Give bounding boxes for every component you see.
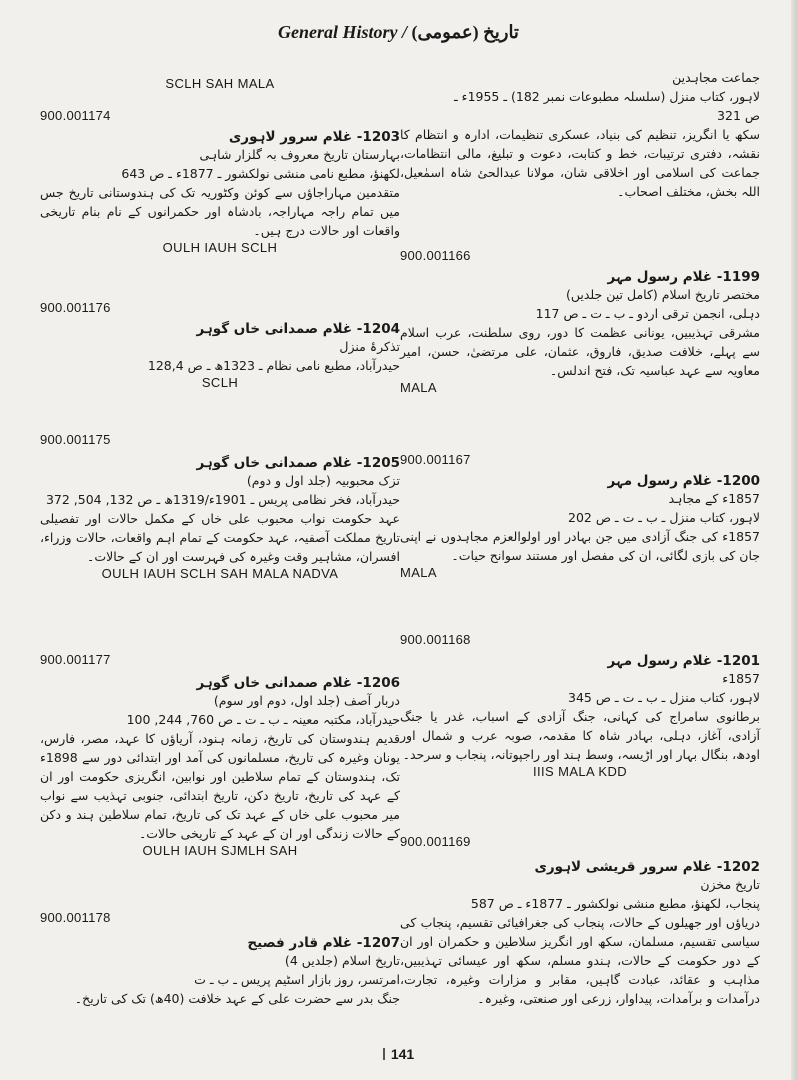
entry-code: 900.001168 [400, 632, 471, 647]
entry-title: 1199- غلام رسول مہر [607, 269, 760, 285]
entry-imprint: لاہور، کتاب منزل ـ ب ـ ت ـ ص 202 [568, 510, 760, 525]
entry-description: جنگ بدر سے حضرت علی کے عہد خلافت (40ھ) تک کی تاریخ۔ [74, 991, 400, 1006]
catalog-entry [400, 834, 760, 1008]
entry-author: غلام رسول مہر [607, 653, 713, 669]
entry-number: 1204 [362, 321, 400, 337]
entry-book-title: تاریخ اسلام (جلدیں 4) [284, 953, 400, 968]
entry-number: 1207 [362, 935, 400, 951]
entry-author: غلام رسول مہر [607, 269, 713, 285]
entry-imprint: حیدرآباد، مطبع نامی نظام ـ 1323ھ ـ ص 128,4 [147, 358, 400, 373]
entry-book-title: تاریخ مخزن [700, 877, 760, 892]
intro-block [400, 68, 760, 201]
entry-number: 1201 [722, 653, 760, 669]
entry-number: 1205 [362, 455, 400, 471]
entry-title: 1202- غلام سرور قریشی لاہوری [534, 859, 760, 875]
entry-code: 900.001175 [40, 432, 111, 447]
entry-title: 1200- غلام رسول مہر [607, 473, 760, 489]
page-number [0, 1046, 797, 1062]
entry-number: 1200 [722, 473, 760, 489]
entry-imprint: لاہور، کتاب منزل ـ ب ـ ت ـ ص 345 [568, 690, 760, 705]
entry-libraries: OULH IAUH SJMLH SAH [142, 843, 298, 858]
entry-description: عہد حکومت نواب محبوب علی خاں کے مکمل حالات اور تفصیلی تاریخ مملکت آصفیہ، عہد حکومت کے تمام اہم واقعات، حالات وزراء، افسران، مشاہیر وقت وغیرہ کی فہرست اور ان کے حالات۔ [40, 511, 400, 564]
entry-description: مشرقی تہذیبیں، یونانی عظمت کا دور، روی سلطنت، عرب اسلام سے پہلے، خلافت صدیق، فاروق، عثمان، علی مرتضیٰ، حسن، امیر معاویہ سے عہد عباسیہ تک، فتح اندلس۔ [400, 325, 760, 378]
entry-author: غلام قادر فصیح [247, 935, 353, 951]
intro-description: سکھ یا انگریز، تنظیم کی بنیاد، عسکری تنظیمات، ادارہ و انتظام کا نقشہ، دفتری ترتیبات، خط و کتابت، دعوت و تبلیغ، مالی انتظامات، جماعت کی اسلامی اور اخلاقی شان، مولانا عبدالحئ شاہ اسمٰعیل، اللہ بخش، مختلف اصحاب۔ [400, 127, 760, 199]
catalog-entry [40, 300, 400, 390]
entry-title: 1206- غلام صمدانی خاں گوہر [196, 675, 400, 691]
entry-description: دریاؤں اور جھیلوں کے حالات، پنجاب کی جغرافیائی تقسیم، پنجاب کی سیاسی تقسیم، مسلمان، سکھ اور انگریز سلاطین و حکمران اور ان کے دور حکومت کے حالات، ہندو مسلم، سکھ اور عیسائی تہذیبیں، مذاہب و عقائد، عبادت گاہیں، مقابر و مزارات وغیرہ، تجارت، درآمدات و برآمدات، پیداوار، زرعی اور صنعتی، وغیرہ۔ [400, 915, 760, 1006]
entry-book-title: 1857ء [722, 671, 760, 686]
top-libraries: SCLH SAH MALA [165, 76, 275, 91]
entry-imprint: حیدرآباد، فخر نظامی پریس ـ 1901ء/1319ھ ـ ص 132, 504, 372 [45, 492, 400, 507]
catalog-entry [40, 910, 400, 1008]
entry-author: غلام سرور لاہوری [228, 129, 353, 145]
entry-code: 900.001176 [40, 300, 111, 315]
page-number-mark [383, 1048, 385, 1060]
entry-title: 1201- غلام رسول مہر [607, 653, 760, 669]
entry-description: برطانوی سامراج کی کہانی، جنگ آزادی کے اسباب، غدر یا جنگ آزادی، آغاز، دہلی، بہادر شاہ کا مقدمہ، صوبہ عرب و شمال اور اودھ، بنگال بہار اور اڑیسہ، وسط ہند اور راجپوتانہ، پنجاب و سرحد۔ [400, 709, 760, 762]
entry-description: قدیم ہندوستان کی تاریخ، زمانہ ہنود، آریاؤں کا عہد، مصر، فارس، یونان وغیرہ کی تاریخ، مسلمانوں کی آمد اور ابتدائی دور سے 1898ء تک، ہندوستان کے تمام سلاطین اور نوابین، انگریزی حکومت اور ان کے عہد کی تاریخ، تاریخ دکن، تاریخ ابتدائی، جنوبی تہذیب سے نواب میر محبوب علی خاں کے عہد تک کی تاریخ، تمام سلاطین ہند و دکن کے حالات زندگی اور ان کے عہد کے تاریخی حالات۔ [40, 731, 400, 841]
entry-number: 1199 [722, 269, 760, 285]
catalog-entry [40, 108, 400, 255]
top-libraries-block [40, 76, 400, 91]
entry-author: غلام صمدانی خاں گوہر [196, 675, 353, 691]
entry-book-title: دربار آصف (جلد اول، دوم اور سوم) [213, 693, 400, 708]
entry-description: متقدمین مہاراجاؤں سے کوئن وکٹوریہ تک کی ہندوستانی تاریخ جس میں تمام راجہ مہاراجہ، بادشاہ اور حکمرانوں کے نام بنام تاریخی واقعات اور حالات درج ہیں۔ [40, 185, 400, 238]
entry-libraries: OULH IAUH SCLH [162, 240, 278, 255]
entry-title: 1203- غلام سرور لاہوری [228, 129, 400, 145]
entry-code: 900.001167 [400, 452, 471, 467]
intro-line: ص 321 [717, 108, 760, 123]
entry-title: 1205- غلام صمدانی خاں گوہر [196, 455, 400, 471]
entry-book-title: بہارستان تاریخ معروف بہ گلزار شاہی [199, 147, 400, 162]
entry-author: غلام صمدانی خاں گوہر [196, 455, 353, 471]
entry-imprint: پنجاب، لکھنؤ، مطبع منشی نولکشور ـ 1877ء ـ ص 587 [470, 896, 760, 911]
entry-title: 1207- غلام قادر فصیح [247, 935, 400, 951]
entry-imprint: لکھنؤ، مطبع نامی منشی نولکشور ـ 1877ء ـ ص 643 [121, 166, 400, 181]
entry-author: غلام صمدانی خاں گوہر [196, 321, 353, 337]
entry-libraries: MALA [400, 380, 438, 395]
header-english: General History / [278, 22, 408, 42]
entry-number: 1203 [362, 129, 400, 145]
entry-title: 1204- غلام صمدانی خاں گوہر [196, 321, 400, 337]
entry-imprint: امرتسر، روز بازار اسٹیم پریس ـ ب ـ ت [194, 972, 400, 987]
left-column [40, 0, 400, 1080]
catalog-entry [40, 652, 400, 858]
catalog-entry [400, 452, 760, 580]
page-number-text: 141 [390, 1046, 415, 1062]
entry-number: 1202 [722, 859, 760, 875]
catalog-entry [40, 432, 400, 581]
entry-code: 900.001177 [40, 652, 111, 667]
entry-number: 1206 [362, 675, 400, 691]
entry-code: 900.001166 [400, 248, 471, 263]
entry-book-title: تذکرۂ منزل [339, 339, 400, 354]
intro-line: جماعت مجاہدین [672, 70, 760, 85]
page-edge-shadow [791, 0, 797, 1080]
entry-book-title: 1857ء کے مجاہد [668, 491, 760, 506]
entry-libraries: OULH IAUH SCLH SAH MALA NADVA [101, 566, 339, 581]
entry-book-title: مختصر تاریخ اسلام (کامل تین جلدیں) [565, 287, 760, 302]
entry-author: غلام سرور قریشی لاہوری [534, 859, 713, 875]
intro-line: لاہور، کتاب منزل (سلسلہ مطبوعات نمبر 182) ـ 1955ء ـ [454, 89, 760, 104]
entry-description: 1857ء کی جنگ آزادی میں جن بہادر اور اولوالعزم مجاہدوں نے اپنی جان کی بازی لگائی، ان کی مفصل اور مستند سوانح حیات۔ [400, 529, 760, 563]
entry-code: 900.001178 [40, 910, 111, 925]
entry-code: 900.001174 [40, 108, 111, 123]
entry-libraries: IIIS MALA KDD [532, 764, 628, 779]
entry-code: 900.001169 [400, 834, 471, 849]
entry-libraries: MALA [400, 565, 438, 580]
catalog-entry [400, 632, 760, 779]
entry-imprint: دہلی، انجمن ترقی اردو ـ ب ـ ت ـ ص 117 [535, 306, 760, 321]
catalog-entry [400, 248, 760, 395]
entry-book-title: تزک محبوبیہ (جلد اول و دوم) [246, 473, 400, 488]
entry-libraries: SCLH [201, 375, 239, 390]
entry-imprint: حیدرآباد، مکتبہ معینہ ـ ب ـ ت ـ ص 760, 244, 100 [126, 712, 400, 727]
entry-author: غلام رسول مہر [607, 473, 713, 489]
header-urdu: (عمومی) تاریخ [411, 22, 519, 42]
right-column [400, 0, 760, 1080]
